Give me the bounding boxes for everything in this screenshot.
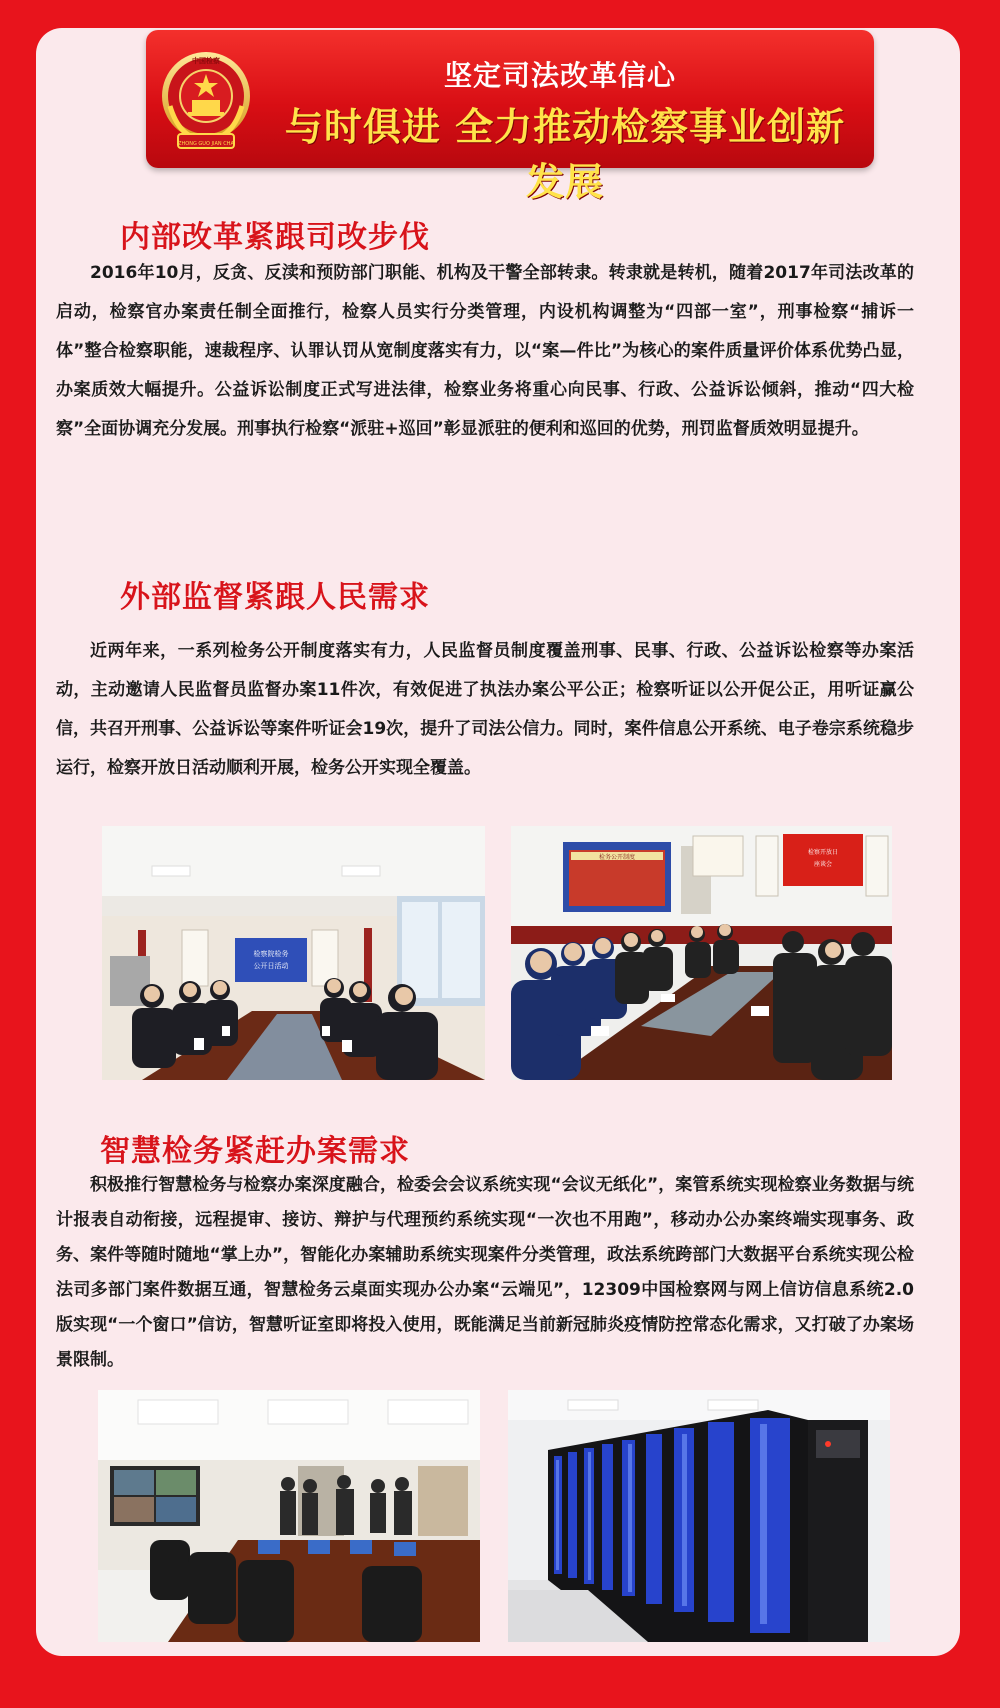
board-title: 检务公开制度 (598, 854, 636, 861)
section-title-external-supervision: 外部监督紧跟人民需求 (120, 580, 430, 615)
photo-open-day-meeting-2 (511, 826, 892, 1080)
emblem-text-bottom: ZHONG GUO JIAN CHA (178, 141, 234, 147)
screen-text-1: 检察院检务 (253, 950, 289, 958)
emblem-text-top: 中国检察 (192, 57, 220, 65)
banner-line-1: 坚定司法改革信心 (443, 59, 676, 92)
procuratorate-emblem-icon (160, 48, 252, 152)
photo-open-day-meeting-1 (102, 826, 485, 1080)
section-title-smart-procuratorate: 智慧检务紧赶办案需求 (100, 1134, 410, 1169)
banner-line-2: 与时俱进 全力推动检察事业创新发展 (284, 105, 846, 204)
section-body-smart-procuratorate: 积极推行智慧检务与检察办案深度融合，检委会会议系统实现“会议无纸化”，案管系统实现检察业务数据与统计报表自动衔接，远程提审、接访、辩护与代理预约系统实现“一次也不用跑”，移动办公办案终端实现事务、政务、案件等随时随地“掌上办”，智能化办案辅助系统实现案件分类管理，政法系统跨部门大数据平台系统实现公检法司多部门案件数据互通，智慧检务云桌面实现办公办案“云端见”，12309中国检察网与网上信访信息系统2.0版实现“一个窗口”信访，智慧听证室即将投入使用，既能满足当前新冠肺炎疫情防控常态化需求，又打破了办案场景限制。 (56, 1175, 914, 1370)
svg-text:公开日活动: 公开日活动 (253, 962, 289, 970)
photo-server-room (508, 1390, 890, 1642)
screen-text-2: 检察开放日 (807, 849, 839, 856)
title-banner (146, 30, 874, 204)
photo-smart-conference-room (98, 1390, 480, 1642)
section-body-external-supervision: 近两年来，一系列检务公开制度落实有力，人民监督员制度覆盖刑事、民事、行政、公益诉讼检察等办案活动，主动邀请人民监督员监督办案11件次，有效促进了执法办案公平公正；检察听证以公开促公正，用听证赢公信，共召开刑事、公益诉讼等案件听证会19次，提升了司法公信力。同时，案件信息公开系统、电子卷宗系统稳步运行，检察开放日活动顺利开展，检务公开实现全覆盖。 (56, 641, 914, 778)
section-title-internal-reform: 内部改革紧跟司改步伐 (120, 220, 430, 255)
svg-text:座谈会: 座谈会 (813, 861, 833, 868)
section-body-internal-reform: 2016年10月，反贪、反渎和预防部门职能、机构及干警全部转隶。转隶就是转机，随着2017年司法改革的启动，检察官办案责任制全面推行，检察人员实行分类管理，内设机构调整为“四部一室”，刑事检察“捕诉一体”整合检察职能，速裁程序、认罪认罚从宽制度落实有力，以“案—件比”为核心的案件质量评价体系优势凸显，办案质效大幅提升。公益诉讼制度正式写进法律，检察业务将重心向民事、行政、公益诉讼倾斜，推动“四大检察”全面协调充分发展。刑事执行检察“派驻+巡回”彰显派驻的便利和巡回的优势，刑罚监督质效明显提升。 (56, 263, 914, 439)
